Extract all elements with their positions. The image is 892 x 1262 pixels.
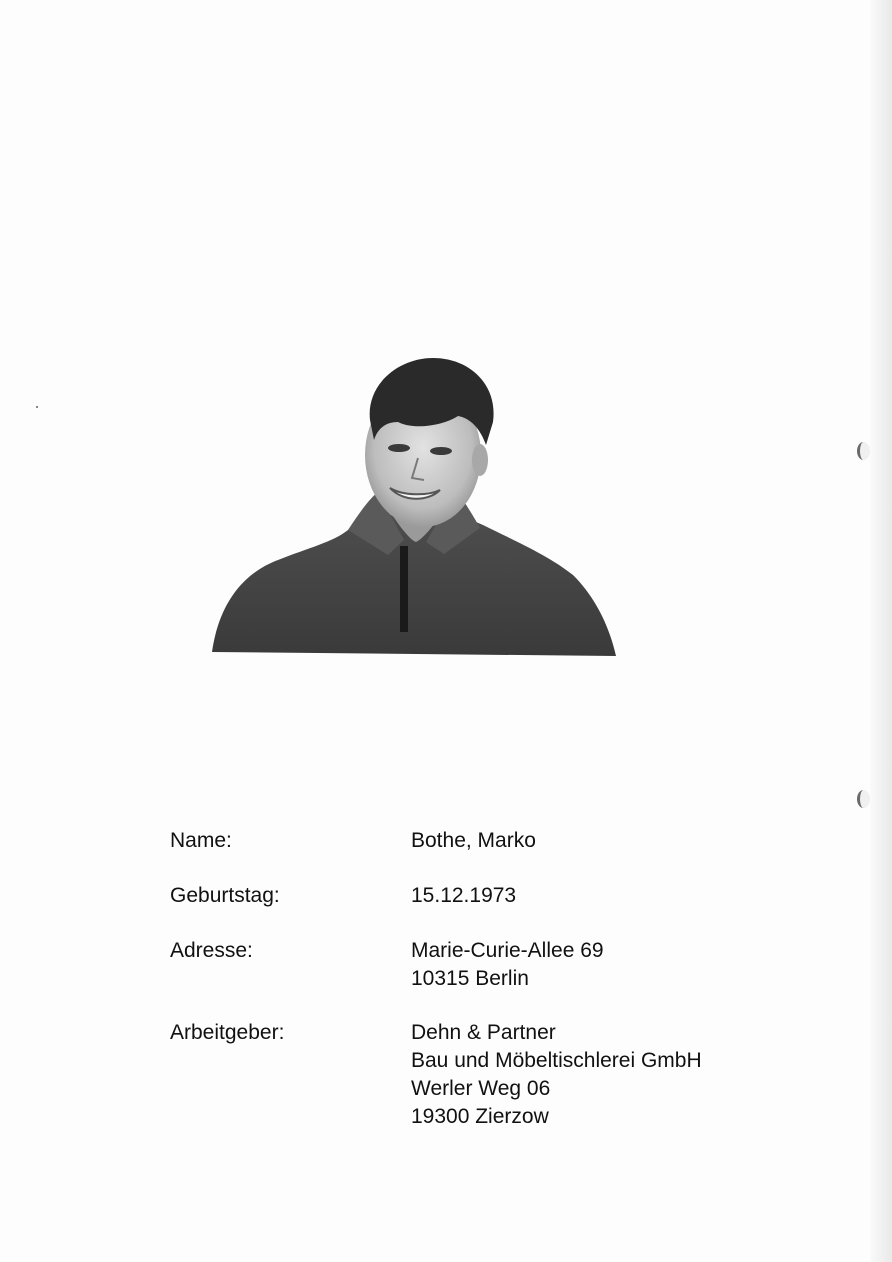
name-value-text: Bothe, Marko [411,829,536,852]
punch-hole-icon [857,790,870,808]
sheet-edge [870,0,892,1262]
address-line: Marie-Curie-Allee 69 [411,939,604,962]
scan-speck [36,406,38,408]
birthday-value [411,882,791,910]
employer-label: Arbeitgeber: [170,1021,285,1044]
birthday-label: Geburtstag: [170,884,280,907]
name-value [411,827,791,855]
portrait-photo-icon [208,350,620,660]
portrait-photo [208,350,620,660]
employer-line: Werler Weg 06 [411,1077,551,1100]
employer-value [411,1019,791,1131]
punch-hole-icon [857,442,870,460]
address-line: 10315 Berlin [411,967,529,990]
employer-line: 19300 Zierzow [411,1105,549,1128]
address-value [411,937,791,993]
employer-line: Bau und Möbeltischlerei GmbH [411,1049,702,1072]
birthday-value-text: 15.12.1973 [411,884,517,907]
name-label: Name: [170,829,232,852]
address-label: Adresse: [170,939,253,962]
employer-line: Dehn & Partner [411,1021,556,1044]
